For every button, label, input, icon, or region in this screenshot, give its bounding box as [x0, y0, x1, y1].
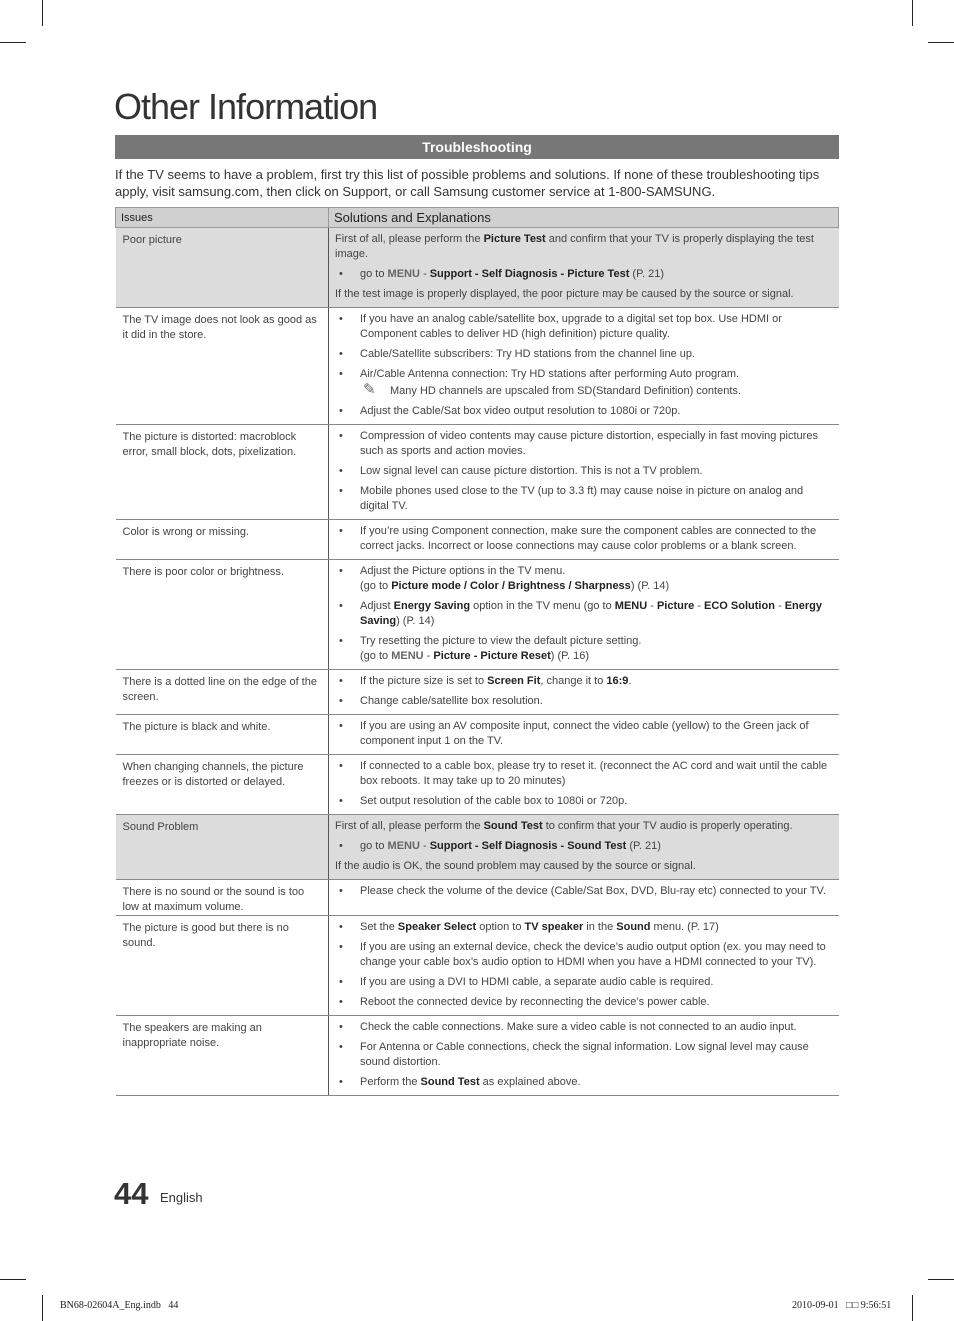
- table-row: [116, 670, 839, 715]
- table-row: [116, 228, 839, 308]
- solution-bullet: • Compression of video contents may cause picture distortion, especially in fast moving pictures such as sports and action movies.: [335, 429, 833, 459]
- solution-bullet: • Perform the Sound Test as explained above.: [335, 1075, 833, 1090]
- solution-bullet: • Set output resolution of the cable box to 1080i or 720p.: [335, 794, 833, 809]
- page-title: Other Information: [114, 86, 378, 127]
- solution-bullet: • Please check the volume of the device (Cable/Sat Box, DVD, Blu-ray etc) connected to your TV.: [335, 884, 833, 899]
- solution-bullet: • go to MENU - Support - Self Diagnosis - Picture Test (P. 21): [335, 267, 833, 282]
- solution-cell: [329, 715, 839, 755]
- issue-cell: The picture is distorted: macroblock error, small block, dots, pixelization.: [116, 425, 329, 520]
- solution-bullet: • Cable/Satellite subscribers: Try HD stations from the channel line up.: [335, 347, 833, 362]
- solution-text: First of all, please perform the Sound Test to confirm that your TV audio is properly operating.: [335, 820, 793, 832]
- table-row: [116, 880, 839, 916]
- solution-bullet: • Low signal level can cause picture distortion. This is not a TV problem.: [335, 464, 833, 479]
- page-language: English: [160, 1190, 203, 1205]
- solution-bullet: • Mobile phones used close to the TV (up to 3.3 ft) may cause noise in picture on analog and digital TV.: [335, 484, 833, 514]
- crop-mark: [912, 1295, 913, 1321]
- table-row: [116, 1016, 839, 1096]
- solution-text: First of all, please perform the Picture Test and confirm that your TV is properly displaying the test image.: [335, 233, 814, 260]
- crop-mark: [0, 1279, 26, 1280]
- table-body: [116, 228, 839, 1096]
- table-header-row: [116, 208, 839, 228]
- solution-cell: [329, 228, 839, 308]
- solution-bullet: • go to MENU - Support - Self Diagnosis - Sound Test (P. 21): [335, 839, 833, 854]
- solution-bullet: • For Antenna or Cable connections, check the signal information. Low signal level may cause sound distortion.: [335, 1040, 833, 1070]
- solution-cell: [329, 520, 839, 560]
- crop-mark: [912, 0, 913, 26]
- issue-cell: Sound Problem: [116, 815, 329, 880]
- issue-cell: The picture is good but there is no sound.: [116, 916, 329, 1016]
- issue-cell: Poor picture: [116, 228, 329, 308]
- solution-text: If the audio is OK, the sound problem may caused by the source or signal.: [335, 860, 696, 872]
- intro-paragraph: If the TV seems to have a problem, first try this list of possible problems and solutions. If none of these troubleshooting tips apply, visit samsung.com, then click on Support, or call Samsung customer service at 1-800-SAMSUNG.: [115, 167, 820, 199]
- crop-mark: [0, 42, 26, 43]
- table-row: [116, 560, 839, 670]
- solution-bullet: • If connected to a cable box, please try to reset it. (reconnect the AC cord and wait until the cable box reboots. It may take up to 20 minutes): [335, 759, 833, 789]
- pencil-note-icon: ✎: [363, 381, 376, 398]
- issue-cell: The picture is black and white.: [116, 715, 329, 755]
- troubleshooting-table: [115, 207, 839, 1096]
- solution-bullet: • If you are using an AV composite input, connect the video cable (yellow) to the Green jack of component input 1 on the TV.: [335, 719, 833, 749]
- solution-cell: [329, 815, 839, 880]
- table-row: [116, 308, 839, 425]
- page-number: 44: [114, 1176, 149, 1211]
- crop-mark: [42, 1295, 43, 1321]
- solution-bullet: • Adjust the Picture options in the TV menu. (go to Picture mode / Color / Brightness / Sharpness) (P. 14): [335, 564, 833, 594]
- solution-bullet: • Adjust the Cable/Sat box video output resolution to 1080i or 720p.: [335, 404, 833, 419]
- issue-cell: The speakers are making an inappropriate noise.: [116, 1016, 329, 1096]
- issue-cell: There is no sound or the sound is too low at maximum volume.: [116, 880, 329, 916]
- solutions-column-header: Solutions and Explanations: [329, 208, 839, 228]
- solution-cell: [329, 1016, 839, 1096]
- solution-text: If the test image is properly displayed, the poor picture may be caused by the source or signal.: [335, 288, 794, 300]
- solution-bullet: • Change cable/satellite box resolution.: [335, 694, 833, 709]
- solution-bullet: • If you’re using Component connection, make sure the component cables are connected to the correct jacks. Incorrect or loose connections may cause color problems or a blank screen.: [335, 524, 833, 554]
- issues-column-header: Issues: [116, 208, 329, 228]
- solution-bullet: • Set the Speaker Select option to TV speaker in the Sound menu. (P. 17): [335, 920, 833, 935]
- solution-cell: [329, 670, 839, 715]
- footer-timestamp: 2010-09-01 □□ 9:56:51: [792, 1300, 892, 1311]
- solution-bullet: • Air/Cable Antenna connection: Try HD stations after performing Auto program.: [335, 367, 833, 382]
- issue-cell: Color is wrong or missing.: [116, 520, 329, 560]
- issue-cell: There is poor color or brightness.: [116, 560, 329, 670]
- section-heading: Troubleshooting: [115, 135, 839, 159]
- solution-cell: [329, 755, 839, 815]
- solution-bullet: • If you have an analog cable/satellite box, upgrade to a digital set top box. Use HDMI or Component cables to deliver HD (high definition) picture quality.: [335, 312, 833, 342]
- solution-bullet: • Reboot the connected device by reconnecting the device’s power cable.: [335, 995, 833, 1010]
- issue-cell: When changing channels, the picture freezes or is distorted or delayed.: [116, 755, 329, 815]
- solution-cell: [329, 425, 839, 520]
- solution-cell: [329, 560, 839, 670]
- solution-bullet: • Adjust Energy Saving option in the TV menu (go to MENU - Picture - ECO Solution - Energy Saving) (P. 14): [335, 599, 833, 629]
- table-row: [116, 755, 839, 815]
- crop-mark: [928, 1279, 954, 1280]
- issue-cell: There is a dotted line on the edge of the screen.: [116, 670, 329, 715]
- issue-cell: The TV image does not look as good as it did in the store.: [116, 308, 329, 425]
- solution-bullet: • Try resetting the picture to view the default picture setting. (go to MENU - Picture - Picture Reset) (P. 16): [335, 634, 833, 664]
- solution-note: ✎ Many HD channels are upscaled from SD(Standard Definition) contents.: [363, 381, 741, 398]
- solution-bullet: • If you are using a DVI to HDMI cable, a separate audio cable is required.: [335, 975, 833, 990]
- table-row: [116, 715, 839, 755]
- table-row: [116, 916, 839, 1016]
- solution-bullet: • If the picture size is set to Screen Fit, change it to 16:9.: [335, 674, 833, 689]
- crop-mark: [42, 0, 43, 26]
- solution-bullet: • Check the cable connections. Make sure a video cable is not connected to an audio input.: [335, 1020, 833, 1035]
- table-row: [116, 520, 839, 560]
- solution-cell: [329, 308, 839, 425]
- table-row: [116, 815, 839, 880]
- table-row: [116, 425, 839, 520]
- solution-bullet: • If you are using an external device, check the device’s audio output option (ex. you may need to change your cable box’s audio option to HDMI when you have a HDMI connected to your TV).: [335, 940, 833, 970]
- solution-cell: [329, 880, 839, 916]
- footer-file-info: BN68-02604A_Eng.indb 44: [60, 1300, 179, 1311]
- crop-mark: [928, 42, 954, 43]
- solution-cell: [329, 916, 839, 1016]
